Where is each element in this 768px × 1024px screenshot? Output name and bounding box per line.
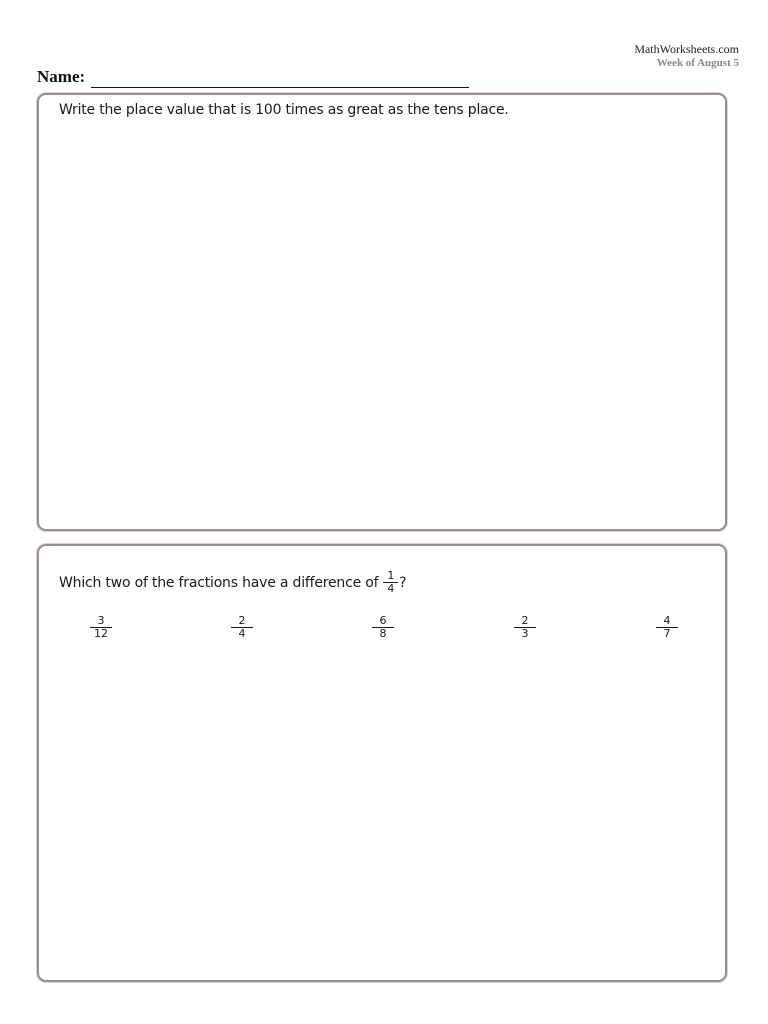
question-2-text: Which two of the fractions have a difference of [59, 574, 379, 591]
question-1-box[interactable] [37, 93, 727, 531]
name-label: Name: [37, 67, 86, 86]
week-label: Week of August 5 [656, 57, 739, 69]
question-1-text: Write the place value that is 100 times as great as the tens place. [59, 102, 509, 118]
fraction-numerator: 4 [663, 614, 671, 627]
question-2-prompt [59, 570, 406, 595]
question-2-box[interactable] [37, 544, 727, 982]
question-mark: ? [399, 574, 407, 591]
fraction [514, 615, 536, 640]
fraction-choices [90, 611, 686, 641]
fraction-numerator: 6 [379, 614, 387, 627]
fraction-choice[interactable] [90, 611, 112, 640]
fraction-choice[interactable] [231, 611, 253, 640]
fraction-numerator: 2 [238, 614, 246, 627]
fraction-numerator: 1 [387, 569, 395, 582]
fraction-choice[interactable] [372, 611, 394, 640]
target-fraction [383, 570, 398, 595]
fraction-denominator: 7 [663, 627, 671, 640]
fraction-numerator: 3 [97, 614, 105, 627]
fraction [656, 615, 678, 640]
fraction-denominator: 12 [94, 627, 108, 640]
fraction-denominator: 4 [387, 582, 395, 595]
fraction-denominator: 3 [521, 627, 529, 640]
fraction-denominator: 8 [379, 627, 387, 640]
fraction [372, 615, 394, 640]
fraction-numerator: 2 [521, 614, 529, 627]
fraction [90, 615, 112, 640]
fraction-choice[interactable] [514, 611, 536, 640]
fraction [231, 615, 253, 640]
fraction-choice[interactable] [656, 611, 678, 640]
fraction-denominator: 4 [238, 627, 246, 640]
name-answer-line[interactable] [91, 69, 469, 88]
name-row [37, 66, 469, 88]
site-name: MathWorksheets.com [634, 42, 739, 56]
site-credit [634, 42, 739, 70]
